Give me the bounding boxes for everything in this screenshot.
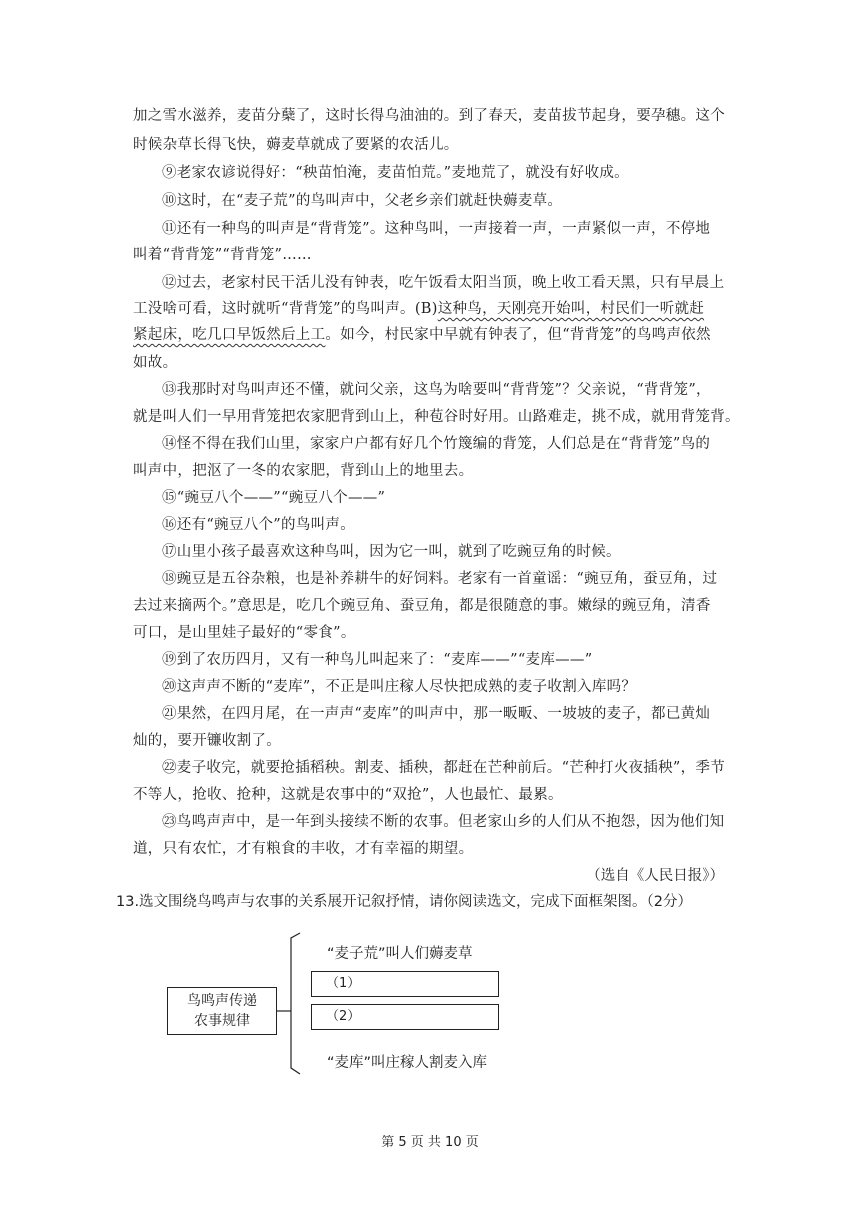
paragraph-14-cont: 叫声中，把沤了一冬的农家肥，背到山上的地里去。 <box>133 463 474 479</box>
framework-branch-1: “麦子荒”叫人们薅麦草 <box>327 946 473 962</box>
passage-line: 时候杂草长得飞快，薅麦草就成了要紧的农活儿。 <box>133 137 459 153</box>
paragraph-18-end: 可口，是山里娃子最好的“零食”。 <box>133 625 356 641</box>
paragraph-9: ⑨老家农谚说得好：“秧苗怕淹，麦苗怕荒。”麦地荒了，就没有好收成。 <box>162 165 629 181</box>
paragraph-18: ⑱豌豆是五谷杂粮，也是补养耕牛的好饲料。老家有一首童谣：“豌豆角，蚕豆角，过 <box>162 571 718 587</box>
paragraph-12-cont2 <box>133 325 733 345</box>
paragraph-12-text: 工没啥可看，这时就听“背背笼”的鸟叫声。(B) <box>133 301 438 317</box>
paragraph-15: ⑮“豌豆八个——”“豌豆八个——” <box>162 490 386 506</box>
paragraph-12: ⑫过去，老家村民干活儿没有钟表，吃午饭看太阳当顶，晚上收工看天黑，只有早晨上 <box>162 275 725 291</box>
passage-line: 加之雪水滋养，麦苗分蘖了，这时长得乌油油的。到了春天，麦苗拔节起身，要孕穗。这个 <box>133 108 725 124</box>
paragraph-20: ⑳这声声不断的“麦库”，不正是叫庄稼人尽快把成熟的麦子收割入库吗？ <box>162 679 637 695</box>
paragraph-19: ⑲到了农历四月，又有一种鸟儿叫起来了：“麦库——”“麦库——” <box>162 652 593 668</box>
source-citation: （选自《人民日报》） <box>586 868 724 884</box>
answer-blank-1[interactable]: （1） <box>311 971 499 997</box>
paragraph-23-cont: 道，只有农忙，才有粮食的丰收，才有幸福的期望。 <box>133 841 474 857</box>
paragraph-12-text2: 。如今，村民家中早就有钟表了，但“背背笼”的鸟鸣声依然 <box>325 327 711 343</box>
paragraph-18-cont: 去过来摘两个。”意思是，吃几个豌豆角、蚕豆角，都是很随意的事。嫩绿的豌豆角，清香 <box>133 598 711 614</box>
paragraph-21-cont: 灿的，要开镰收割了。 <box>133 733 281 749</box>
framework-branch-4: “麦库”叫庄稼人割麦入库 <box>327 1055 488 1071</box>
underlined-sentence-b: 这种鸟，天刚亮开始叫，村民们一听就赶 <box>437 301 705 317</box>
paragraph-16: ⑯还有“豌豆八个”的鸟叫声。 <box>162 517 356 533</box>
page-footer: 第 5 页 共 10 页 <box>381 1135 479 1150</box>
paragraph-21: ㉑果然，在四月尾，在一声声“麦库”的叫声中，那一畈畈、一坡坡的麦子，都已黄灿 <box>162 706 711 722</box>
paragraph-14: ⑭怪不得在我们山里，家家户户都有好几个竹篾编的背笼，人们总是在“背背笼”鸟的 <box>162 436 711 452</box>
answer-blank-2[interactable]: （2） <box>311 1004 499 1030</box>
underlined-sentence-b-cont: 紧起床，吃几口早饭然后上工 <box>133 327 326 343</box>
paragraph-12-end: 如故。 <box>133 355 178 371</box>
paragraph-13: ⑬我那时对鸟叫声还不懂，就问父亲，这鸟为啥要叫“背背笼”？父亲说，“背背笼”， <box>162 382 711 398</box>
root-label-line1: 鸟鸣声传递 <box>187 993 257 1009</box>
framework-root-box <box>167 987 277 1035</box>
paragraph-23: ㉓鸟鸣声声中，是一年到头接续不断的农事。但老家山乡的人们从不抱怨，因为他们知 <box>162 814 725 830</box>
paragraph-22: ㉒麦子收完，就要抢插稻秧。割麦、插秧，都赶在芒种前后。“芒种打火夜插秧”，季节 <box>162 760 726 776</box>
paragraph-11-cont: 叫着“背背笼”“背背笼”…… <box>133 247 312 263</box>
paragraph-17: ⑰山里小孩子最喜欢这种鸟叫，因为它一叫，就到了吃豌豆角的时候。 <box>162 544 621 560</box>
paragraph-13-cont: 就是叫人们一早用背笼把农家肥背到山上，种苞谷时好用。山路难走，挑不成，就用背笼背。 <box>133 409 740 425</box>
root-label-line2: 农事规律 <box>194 1013 250 1029</box>
paragraph-22-cont: 不等人，抢收、抢种，这就是农事中的“双抢”，人也最忙、最累。 <box>133 787 563 803</box>
brace-line <box>291 933 300 1074</box>
question-13: 13.选文围绕鸟鸣声与农事的关系展开记叙抒情，请你阅读选文，完成下面框架图。（2分） <box>116 894 693 910</box>
paragraph-10: ⑩这时，在“麦子荒”的鸟叫声中，父老乡亲们就赶快薅麦草。 <box>162 193 563 209</box>
paragraph-12-cont <box>133 299 733 319</box>
paragraph-11: ⑪还有一种鸟的叫声是“背背笼”。这种鸟叫，一声接着一声，一声紧似一声，不停地 <box>162 221 711 237</box>
